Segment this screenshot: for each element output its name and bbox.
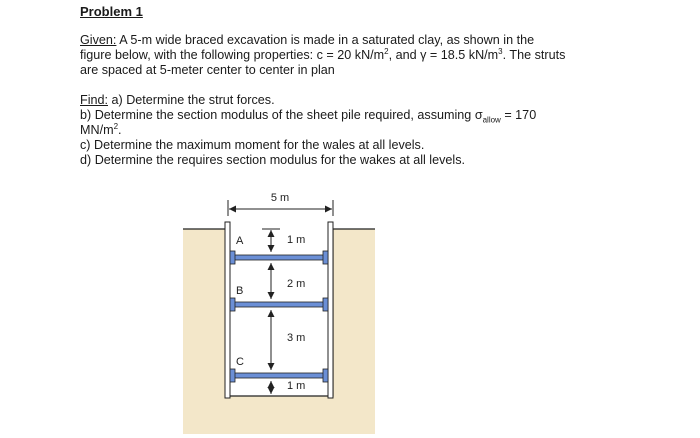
level-label-b: B bbox=[236, 285, 244, 297]
sheet-pile-left bbox=[225, 222, 230, 398]
level-label-c: C bbox=[236, 356, 244, 368]
soil-bottom bbox=[183, 396, 375, 434]
sheet-pile-right bbox=[328, 222, 333, 398]
given-line-2c: . The struts bbox=[502, 48, 566, 62]
find-b-exp: 2 bbox=[113, 121, 119, 131]
given-line-2b: , and γ = 18.5 kN/m bbox=[388, 48, 499, 62]
strut-level-1 bbox=[230, 251, 328, 264]
find-b-subscript: allow bbox=[482, 115, 501, 125]
spacing-label-3: 3 m bbox=[287, 332, 306, 344]
given-line-1: A 5-m wide braced excavation is made in a saturated clay, as shown in the bbox=[116, 33, 535, 47]
level-label-a: A bbox=[236, 235, 244, 247]
given-line-2: figure below, with the following properties: c = 20 kN/m bbox=[80, 48, 385, 62]
given-exp-gamma: 3 bbox=[498, 46, 503, 56]
spacing-label-1: 1 m bbox=[287, 234, 306, 246]
find-label: Find: bbox=[80, 93, 108, 107]
find-d: d) Determine the requires section modulus for the wakes at all levels. bbox=[80, 153, 465, 167]
width-dimension bbox=[228, 192, 333, 216]
width-label: 5 m bbox=[270, 192, 290, 204]
spacing-label-4: 1 m bbox=[287, 380, 306, 392]
find-b-line2: MN/m bbox=[80, 123, 114, 137]
find-a: a) Determine the strut forces. bbox=[108, 93, 275, 107]
given-label: Given: bbox=[80, 33, 117, 47]
problem-title: Problem 1 bbox=[80, 4, 143, 19]
given-exp-c: 2 bbox=[384, 46, 389, 56]
given-line-3: are spaced at 5-meter center to center in plan bbox=[80, 63, 335, 77]
depth-dimensions bbox=[262, 229, 305, 394]
find-b: b) Determine the section modulus of the sheet pile required, assuming σ bbox=[80, 108, 483, 122]
find-c: c) Determine the maximum moment for the wales at all levels. bbox=[80, 138, 425, 152]
strut-level-2 bbox=[230, 298, 328, 311]
spacing-label-2: 2 m bbox=[287, 278, 306, 290]
find-b-post: = 170 bbox=[500, 108, 537, 122]
strut-level-3 bbox=[230, 369, 328, 382]
find-b-end: . bbox=[118, 123, 122, 137]
